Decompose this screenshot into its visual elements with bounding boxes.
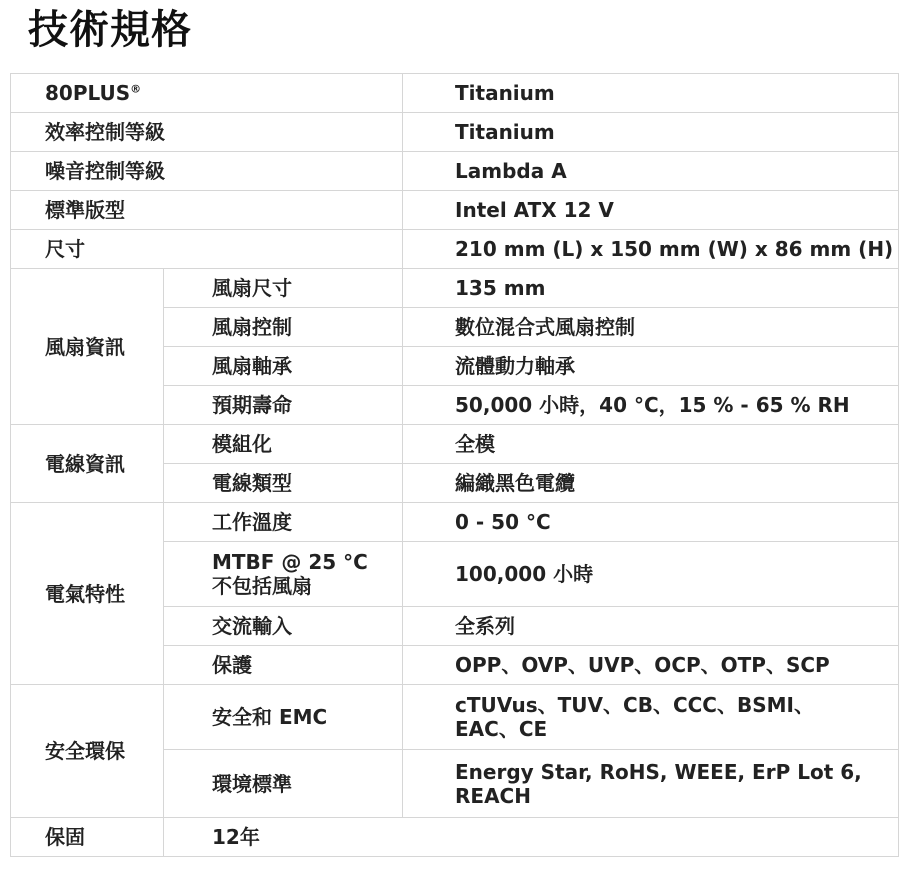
spec-label: 模組化 [164, 425, 403, 464]
spec-value: 流體動力軸承 [403, 347, 899, 386]
spec-label: 保固 [11, 818, 164, 857]
table-row [11, 685, 899, 750]
table-row [11, 74, 899, 113]
spec-label: 交流輸入 [164, 607, 403, 646]
table-row [11, 152, 899, 191]
spec-label: 安全和 EMC [164, 685, 403, 750]
spec-label: 效率控制等級 [11, 113, 403, 152]
spec-label: 風扇軸承 [164, 347, 403, 386]
spec-label: 工作溫度 [164, 503, 403, 542]
spec-label: 保護 [164, 646, 403, 685]
group-label-electrical: 電氣特性 [11, 503, 164, 685]
group-label-safety: 安全環保 [11, 685, 164, 818]
spec-label: 噪音控制等級 [11, 152, 403, 191]
spec-value: 全系列 [403, 607, 899, 646]
spec-value: 0 - 50 °C [403, 503, 899, 542]
page-title: 技術規格 [28, 7, 192, 53]
spec-value: 210 mm (L) x 150 mm (W) x 86 mm (H) [403, 230, 899, 269]
group-label-fan: 風扇資訊 [11, 269, 164, 425]
table-row [11, 230, 899, 269]
value-line: Energy Star, RoHS, WEEE, ErP Lot 6, [455, 759, 862, 784]
spec-value [403, 750, 899, 818]
table-row [11, 269, 899, 308]
group-label-cable: 電線資訊 [11, 425, 164, 503]
table-row [11, 503, 899, 542]
spec-value [403, 685, 899, 750]
value-line: REACH [455, 783, 531, 808]
spec-value: 50,000 小時，40 °C，15 % - 65 % RH [403, 386, 899, 425]
spec-value: Lambda A [403, 152, 899, 191]
spec-label: 標準版型 [11, 191, 403, 230]
spec-label: 風扇尺寸 [164, 269, 403, 308]
table-row [11, 113, 899, 152]
spec-label: 尺寸 [11, 230, 403, 269]
value-line: cTUVus、TUV、CB、CCC、BSMI、 [455, 693, 814, 717]
label-line: 不包括風扇 [212, 574, 312, 598]
spec-value: Titanium [403, 113, 899, 152]
spec-value: 12年 [164, 818, 899, 857]
spec-value: 全模 [403, 425, 899, 464]
spec-label: 環境標準 [164, 750, 403, 818]
registered-mark: ® [130, 82, 142, 96]
label-line: MTBF @ 25 °C [212, 550, 368, 574]
spec-label [11, 74, 403, 113]
label-text: 80PLUS [45, 81, 131, 105]
spec-label [164, 542, 403, 607]
spec-table [10, 73, 899, 857]
spec-value: Intel ATX 12 V [403, 191, 899, 230]
spec-value: 135 mm [403, 269, 899, 308]
spec-value: 編織黑色電纜 [403, 464, 899, 503]
spec-value: 100,000 小時 [403, 542, 899, 607]
table-row [11, 818, 899, 857]
value-line: EAC、CE [455, 717, 548, 741]
spec-label: 電線類型 [164, 464, 403, 503]
table-row [11, 425, 899, 464]
spec-value: 數位混合式風扇控制 [403, 308, 899, 347]
table-row [11, 191, 899, 230]
spec-label: 風扇控制 [164, 308, 403, 347]
spec-value: OPP、OVP、UVP、OCP、OTP、SCP [403, 646, 899, 685]
spec-value: Titanium [403, 74, 899, 113]
spec-label: 預期壽命 [164, 386, 403, 425]
